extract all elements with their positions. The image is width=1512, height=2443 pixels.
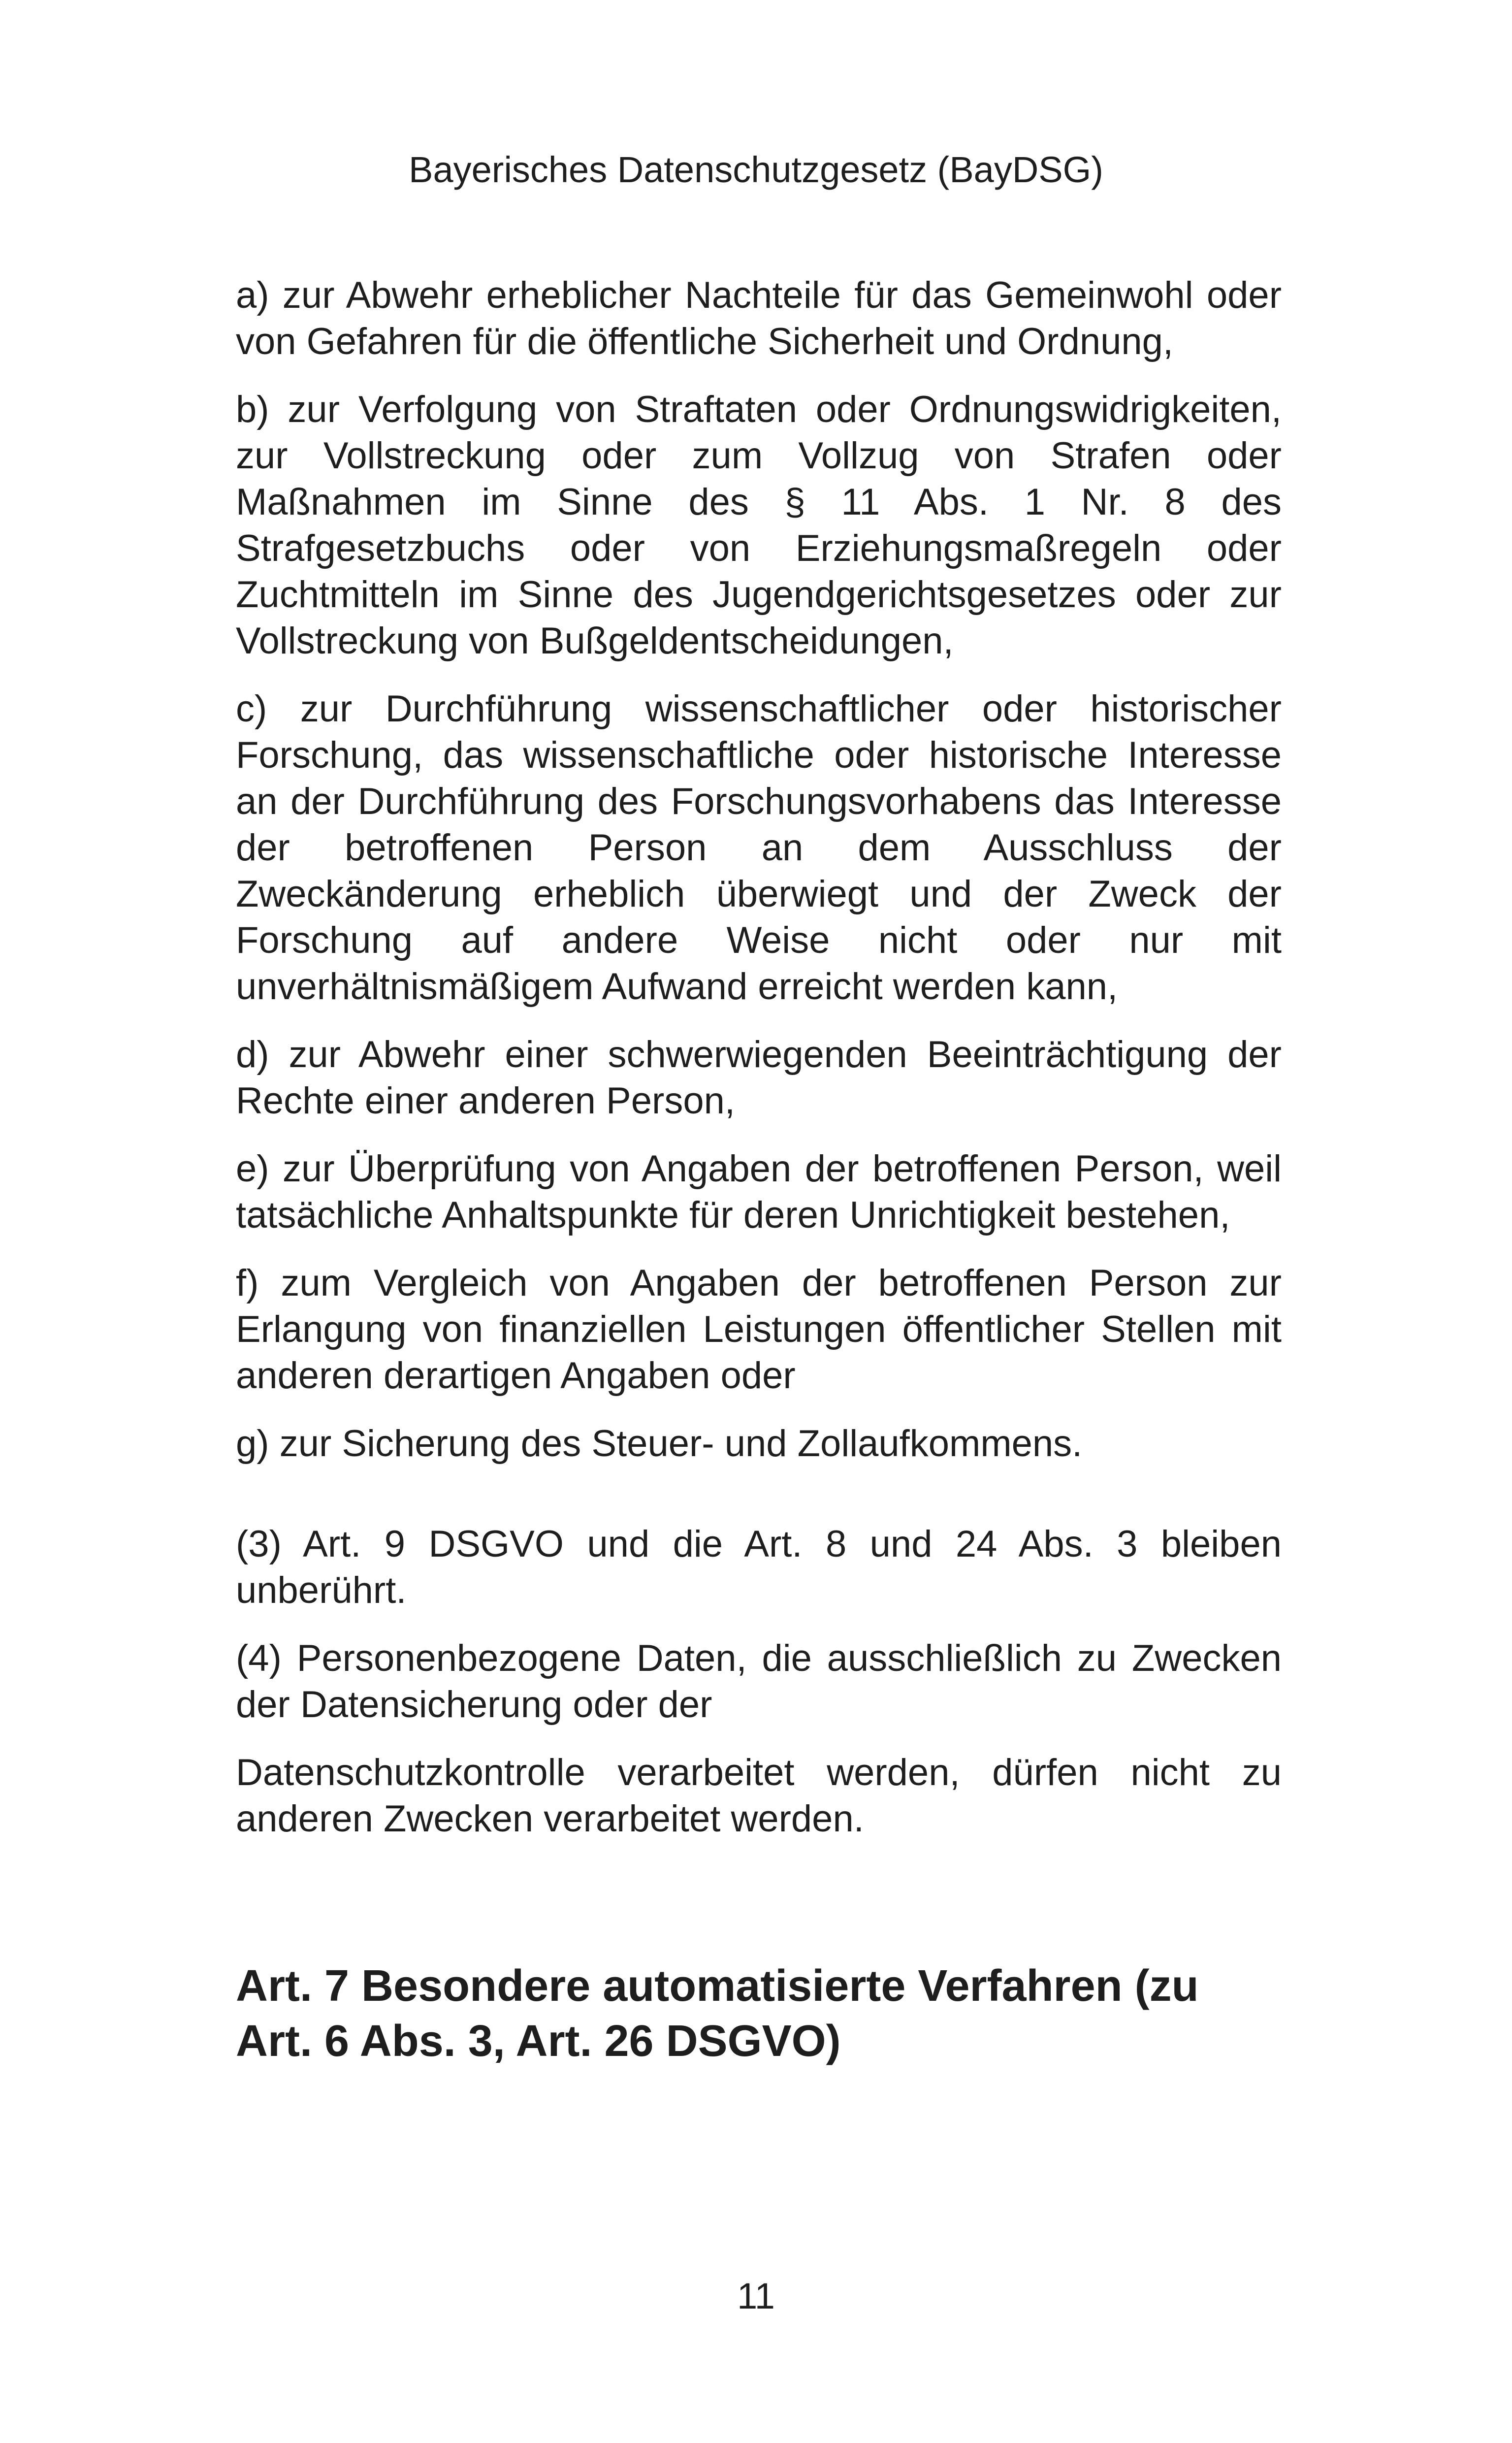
list-item-b: b) zur Verfolgung von Straftaten oder Ordnungswidrigkeiten, zur Vollstreckung oder zum Vollzug von Strafen oder Maßnahmen im Sinne des § 11 Abs. 1 Nr. 8 des Strafgesetzbuchs oder von Erziehungsmaßregeln oder Zuchtmitteln im Sinne des Jugendgerichtsgesetzes oder zur Vollstreckung von Bußgeldentscheidungen, xyxy=(236,389,1282,662)
paragraph-4-part-1: (4) Personenbezogene Daten, die ausschließlich zu Zwecken der Datensicherung oder der xyxy=(236,1637,1282,1726)
list-item-e: e) zur Überprüfung von Angaben der betroffenen Person, weil tatsächliche Anhaltspunkte für deren Unrichtigkeit bestehen, xyxy=(236,1148,1282,1236)
list-item-a: a) zur Abwehr erheblicher Nachteile für das Gemeinwohl oder von Gefahren für die öffentliche Sicherheit und Ordnung, xyxy=(236,274,1282,362)
article-heading: Art. 7 Besondere automatisierte Verfahren (zu Art. 6 Abs. 3, Art. 26 DSGVO) xyxy=(236,1961,1199,2066)
list-item-f: f) zum Vergleich von Angaben der betroffenen Person zur Erlangung von finanziellen Leistungen öffentlicher Stellen mit anderen derartigen Angaben oder xyxy=(236,1262,1282,1397)
list-item-g: g) zur Sicherung des Steuer- und Zollaufkommens. xyxy=(236,1423,1083,1465)
paragraph-4-part-2: Datenschutzkontrolle verarbeitet werden, dürfen nicht zu anderen Zwecken verarbeitet werden. xyxy=(236,1752,1282,1840)
page-number: 11 xyxy=(737,2276,775,2316)
list-item-c: c) zur Durchführung wissenschaftlicher oder historischer Forschung, das wissenschaftliche oder historische Interesse an der Durchführung des Forschungsvorhabens das Interesse der betroffenen Person an dem Ausschluss der Zweckänderung erheblich überwiegt und der Zweck der Forschung auf andere Weise nicht oder nur mit unverhältnismäßigem Aufwand erreicht werden kann, xyxy=(236,688,1282,1008)
list-item-d: d) zur Abwehr einer schwerwiegenden Beeinträchtigung der Rechte einer anderen Person, xyxy=(236,1034,1282,1122)
paragraph-3: (3) Art. 9 DSGVO und die Art. 8 und 24 Abs. 3 bleiben unberührt. xyxy=(236,1523,1282,1611)
document-body xyxy=(236,272,1282,2069)
page-header: Bayerisches Datenschutzgesetz (BayDSG) xyxy=(409,149,1103,190)
